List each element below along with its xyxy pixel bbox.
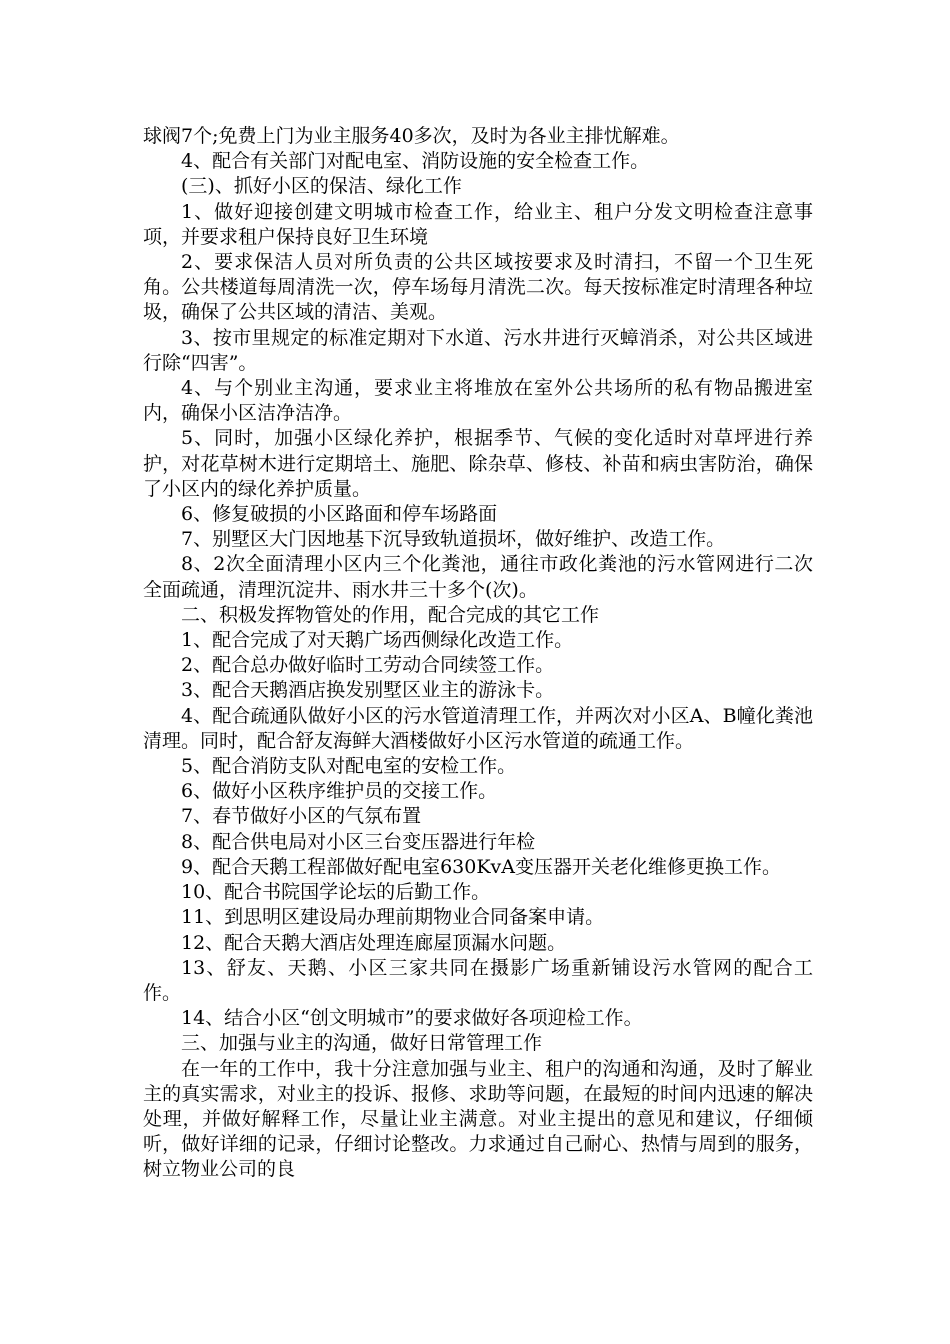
section-heading: 三、加强与业主的沟通，做好日常管理工作 — [181, 1032, 543, 1055]
paragraph: 1、配合完成了对天鹅广场西侧绿化改造工作。 — [181, 629, 574, 652]
paragraph: 3、按市里规定的标准定期对下水道、污水井进行灭蟑消杀，对公共区域进行除“四害”。 — [143, 326, 813, 374]
paragraph: 2、配合总办做好临时工劳动合同续签工作。 — [181, 654, 555, 677]
paragraph: 14、结合小区“创文明城市”的要求做好各项迎检工作。 — [181, 1007, 643, 1030]
paragraph: 5、同时，加强小区绿化养护，根据季节、气候的变化适时对草坪进行养护，对花草树木进行定期培土、施肥、除杂草、修枝、补苗和病虫害防治，确保了小区内的绿化养护质量。 — [143, 427, 813, 500]
paragraph: 球阀7个;免费上门为业主服务40多次，及时为各业主排忧解难。 — [143, 125, 680, 147]
paragraph: 在一年的工作中，我十分注意加强与业主、租户的沟通和沟通，及时了解业主的真实需求，对业主的投诉、报修、求助等问题，在最短的时间内迅速的解决处理，并做好解释工作，尽量让业主满意。对业主提出的意见和建议，仔细倾听，做好详细的记录，仔细讨论整改。力求通过自己耐心、热情与周到的服务，树立物业公司的良 — [143, 1057, 813, 1181]
paragraph: 4、配合疏通队做好小区的污水管道清理工作，并两次对小区A、B幢化粪池清理。同时，配合舒友海鲜大酒楼做好小区污水管道的疏通工作。 — [143, 704, 813, 752]
paragraph: 6、做好小区秩序维护员的交接工作。 — [181, 780, 498, 803]
document-body — [143, 124, 813, 1183]
paragraph: 8、2次全面清理小区内三个化粪池，通往市政化粪池的污水管网进行二次全面疏通，清理沉淀井、雨水井三十多个(次)。 — [143, 553, 813, 601]
paragraph: 5、配合消防支队对配电室的安检工作。 — [181, 755, 517, 778]
paragraph: 7、别墅区大门因地基下沉导致轨道损坏，做好维护、改造工作。 — [181, 528, 726, 551]
section-heading: 二、积极发挥物管处的作用，配合完成的其它工作 — [181, 603, 600, 626]
paragraph: 1、做好迎接创建文明城市检查工作，给业主、租户分发文明检查注意事项，并要求租户保持良好卫生环境 — [143, 200, 813, 248]
paragraph: 4、与个别业主沟通，要求业主将堆放在室外公共场所的私有物品搬进室内，确保小区洁净洁净。 — [143, 377, 813, 425]
paragraph: 2、要求保洁人员对所负责的公共区域按要求及时清扫，不留一个卫生死角。公共楼道每周清洗一次，停车场每月清洗二次。每天按标准定时清理各种垃圾，确保了公共区域的清洁、美观。 — [143, 251, 813, 324]
paragraph: 13、舒友、天鹅、小区三家共同在摄影广场重新铺设污水管网的配合工作。 — [143, 956, 813, 1004]
section-heading: (三)、抓好小区的保洁、绿化工作 — [181, 175, 462, 198]
paragraph: 3、配合天鹅酒店换发别墅区业主的游泳卡。 — [181, 679, 555, 702]
paragraph: 6、修复破损的小区路面和停车场路面 — [181, 503, 498, 526]
paragraph: 4、配合有关部门对配电室、消防设施的安全检查工作。 — [181, 150, 650, 173]
paragraph: 11、到思明区建设局办理前期物业合同备案申请。 — [181, 906, 605, 929]
paragraph: 10、配合书院国学论坛的后勤工作。 — [181, 881, 491, 904]
paragraph: 8、配合供电局对小区三台变压器进行年检 — [181, 830, 536, 853]
paragraph: 12、配合天鹅大酒店处理连廊屋顶漏水问题。 — [181, 931, 567, 954]
paragraph: 7、春节做好小区的气氛布置 — [181, 805, 422, 828]
paragraph: 9、配合天鹅工程部做好配电室630KvA变压器开关老化维修更换工作。 — [181, 855, 782, 878]
